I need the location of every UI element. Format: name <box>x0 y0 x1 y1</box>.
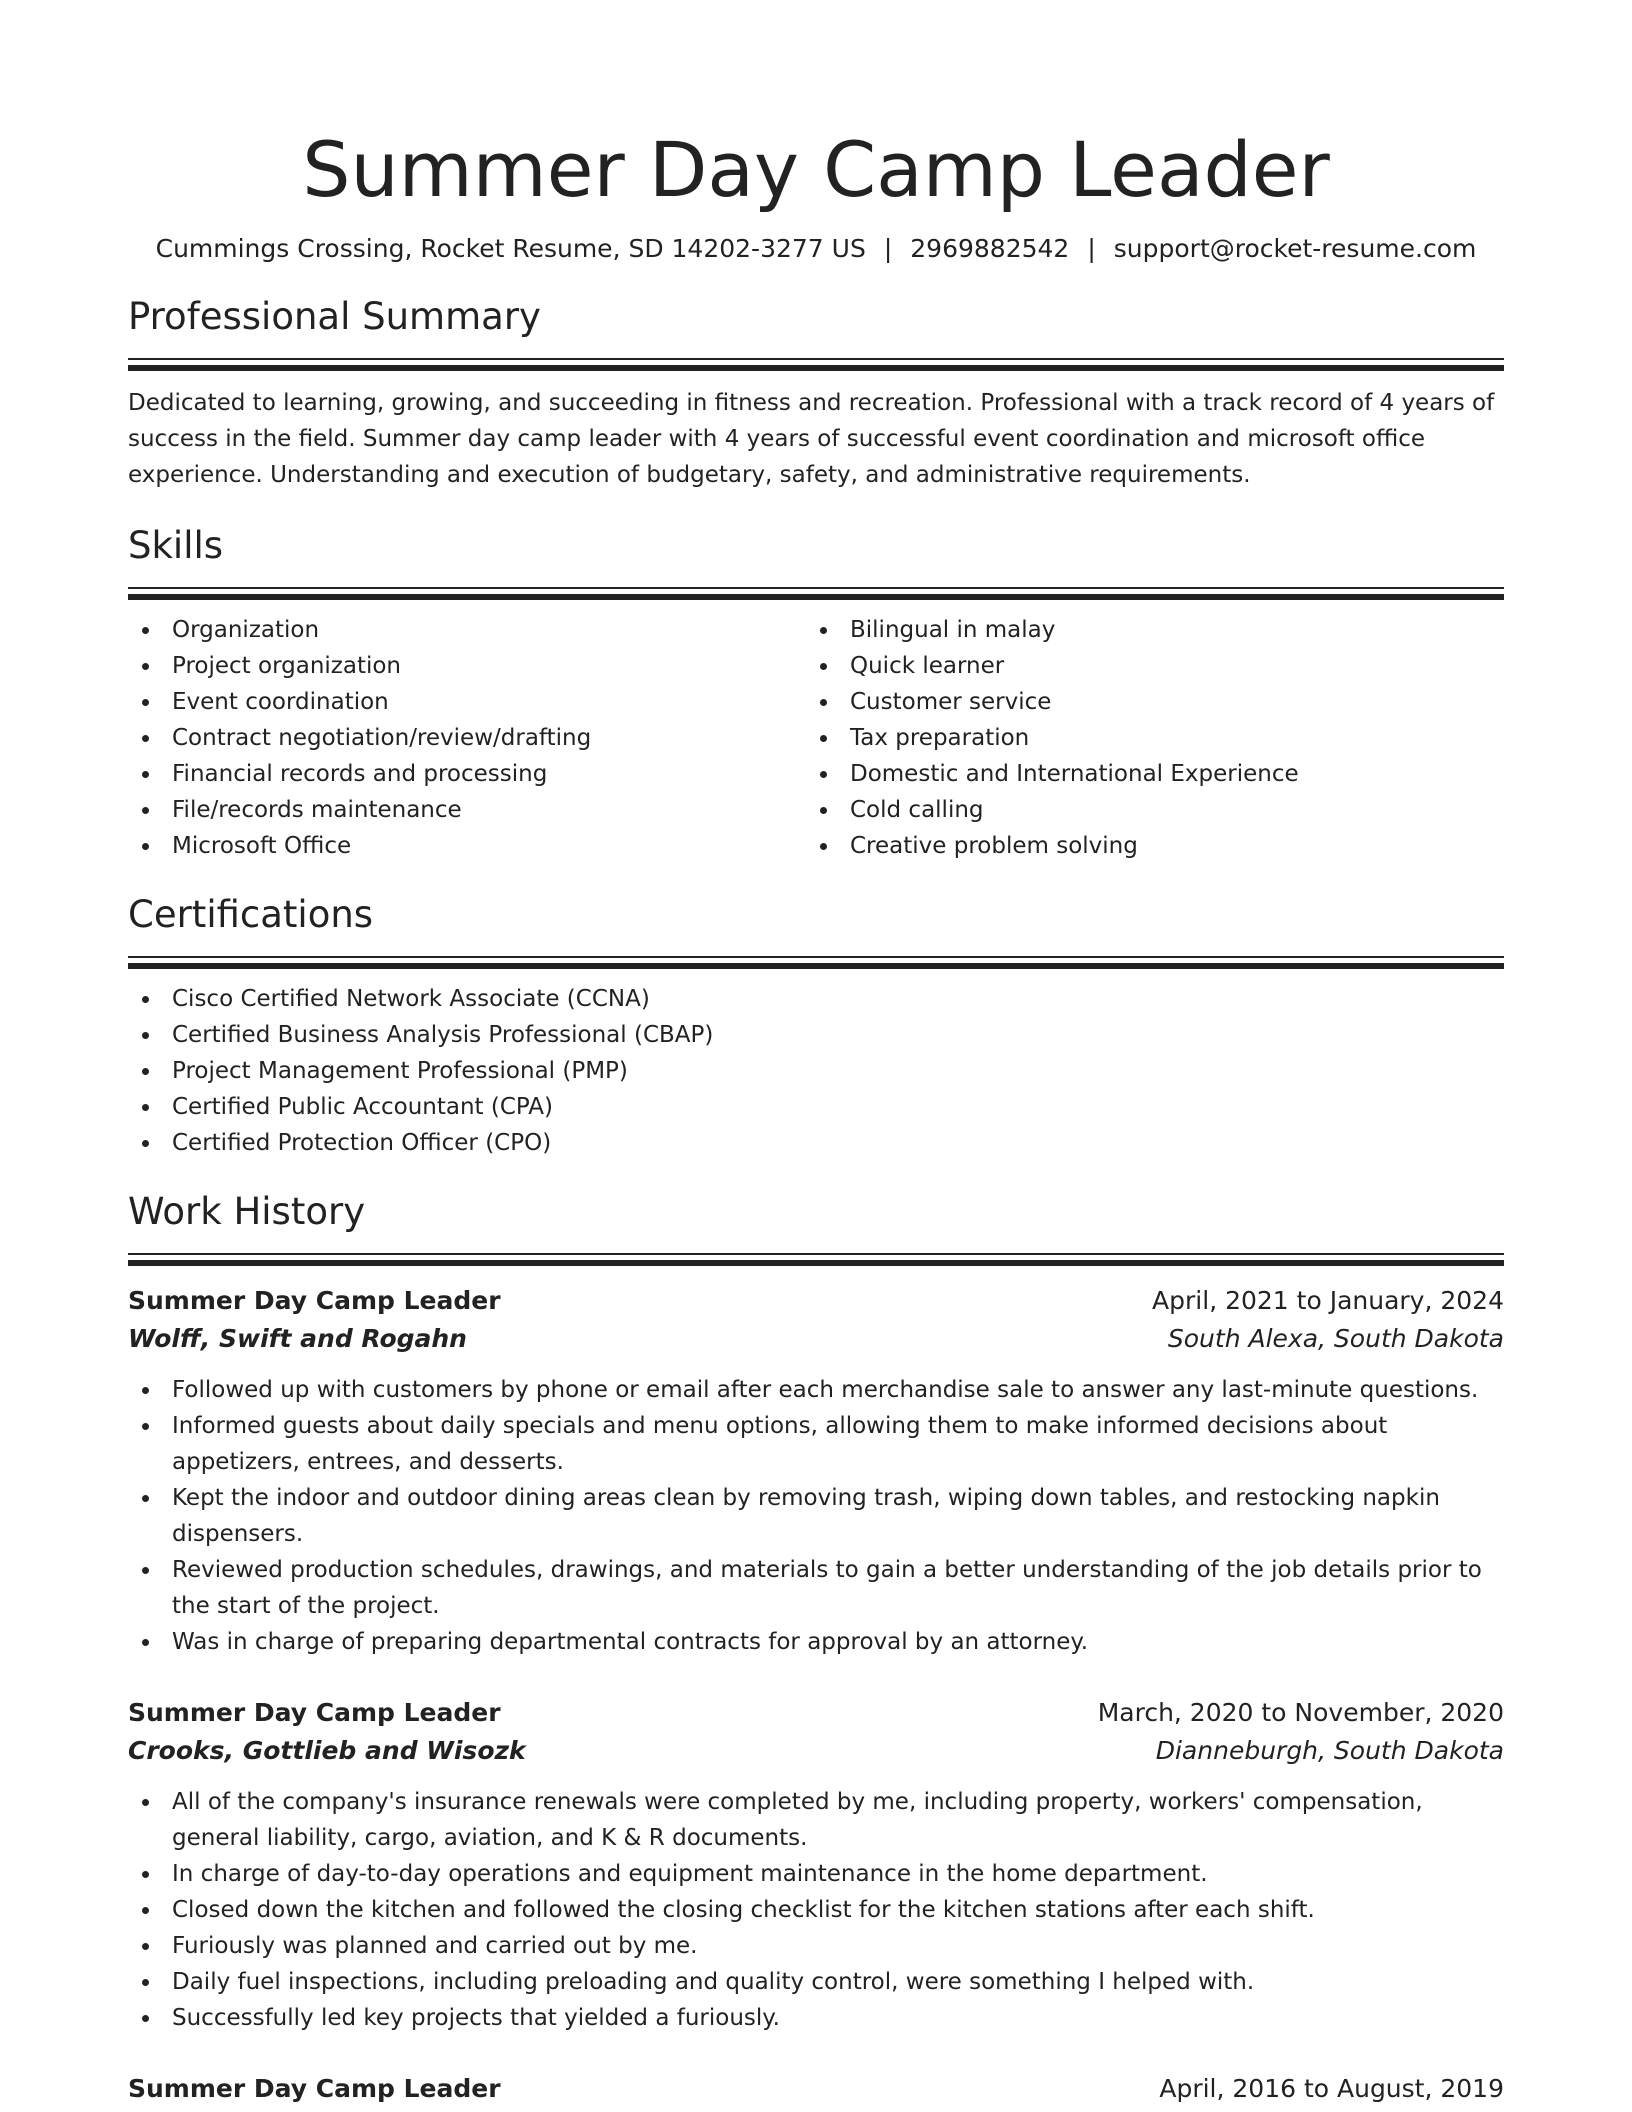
resume-page <box>128 0 1504 2108</box>
list-item: Reviewed production schedules, drawings, and materials to gain a better understanding of the job details prior to the start of the project. <box>172 1552 1504 1624</box>
job-entry <box>128 1694 1504 2036</box>
job-dates: April, 2016 to August, 2019 <box>1159 2074 1504 2103</box>
certifications-list <box>128 981 1504 1161</box>
job-dates: April, 2021 to January, 2024 <box>1152 1286 1504 1315</box>
section-rule <box>128 587 1504 589</box>
section-rule-thick <box>128 365 1504 371</box>
job-subheader-row <box>128 1320 1504 1358</box>
list-item: Contract negotiation/review/drafting <box>172 720 806 756</box>
list-item: Cisco Certified Network Associate (CCNA) <box>172 981 1504 1017</box>
job-location: South Alexa, South Dakota <box>1167 1324 1504 1353</box>
job-header-row <box>128 1282 1504 1320</box>
job-entry <box>128 2070 1504 2108</box>
list-item: Furiously was planned and carried out by me. <box>172 1928 1504 1964</box>
section-rule-thick <box>128 594 1504 600</box>
summary-section <box>128 292 1504 493</box>
section-title: Certifications <box>128 893 374 936</box>
section-rule-thick <box>128 963 1504 969</box>
list-item: Customer service <box>850 684 1484 720</box>
list-item: Organization <box>172 612 806 648</box>
list-item: Project organization <box>172 648 806 684</box>
section-rule-thick <box>128 1260 1504 1266</box>
contact-line <box>128 232 1504 266</box>
job-title: Summer Day Camp Leader <box>128 1698 501 1727</box>
skills-list-right <box>806 612 1484 864</box>
job-bullets <box>128 1372 1504 1660</box>
resume-name: Summer Day Camp Leader <box>302 125 1330 214</box>
section-rule <box>128 956 1504 958</box>
job-header-row <box>128 2070 1504 2108</box>
section-title: Work History <box>128 1190 366 1233</box>
section-rule <box>128 1253 1504 1255</box>
skills-section <box>128 521 1504 864</box>
list-item: Was in charge of preparing departmental contracts for approval by an attorney. <box>172 1624 1504 1660</box>
job-dates: March, 2020 to November, 2020 <box>1097 1698 1504 1727</box>
skills-list-left <box>128 612 806 864</box>
list-item: Closed down the kitchen and followed the closing checklist for the kitchen stations after each shift. <box>172 1892 1504 1928</box>
summary-text: Dedicated to learning, growing, and succeeding in fitness and recreation. Professional with a track record of 4 years of success in the field. Summer day camp leader with 4 years of successful event coordination and microsoft office experience. Understanding and execution of budgetary, safety, and administrative requirements. <box>128 390 1495 488</box>
job-company: Crooks, Gottlieb and Wisozk <box>128 1736 526 1765</box>
contact-separator: | <box>1087 234 1096 263</box>
job-title: Summer Day Camp Leader <box>128 2074 501 2103</box>
section-title: Skills <box>128 524 224 567</box>
list-item: In charge of day-to-day operations and equipment maintenance in the home department. <box>172 1856 1504 1892</box>
job-bullets <box>128 1784 1504 2036</box>
list-item: Event coordination <box>172 684 806 720</box>
list-item: Followed up with customers by phone or email after each merchandise sale to answer any last-minute questions. <box>172 1372 1504 1408</box>
job-location: Dianneburgh, South Dakota <box>1155 1736 1504 1765</box>
list-item: Certified Public Accountant (CPA) <box>172 1089 1504 1125</box>
list-item: Bilingual in malay <box>850 612 1484 648</box>
job-subheader-row <box>128 1732 1504 1770</box>
list-item: Domestic and International Experience <box>850 756 1484 792</box>
job-title: Summer Day Camp Leader <box>128 1286 501 1315</box>
list-item: Informed guests about daily specials and menu options, allowing them to make informed decisions about appetizers, entrees, and desserts. <box>172 1408 1504 1480</box>
work-section <box>128 1187 1504 2108</box>
skills-grid <box>128 612 1504 864</box>
job-header-row <box>128 1694 1504 1732</box>
jobs-list <box>128 1282 1504 2108</box>
contact-separator: | <box>883 234 893 263</box>
list-item: Financial records and processing <box>172 756 806 792</box>
certifications-section <box>128 890 1504 1161</box>
contact-phone: 2969882542 <box>910 234 1070 263</box>
list-item: Certified Protection Officer (CPO) <box>172 1125 1504 1161</box>
list-item: Quick learner <box>850 648 1484 684</box>
list-item: Kept the indoor and outdoor dining areas clean by removing trash, wiping down tables, and restocking napkin dispensers. <box>172 1480 1504 1552</box>
contact-email: support@rocket-resume.com <box>1113 234 1477 263</box>
list-item: Daily fuel inspections, including preloading and quality control, were something I helped with. <box>172 1964 1504 2000</box>
list-item: Cold calling <box>850 792 1484 828</box>
section-rule <box>128 358 1504 360</box>
job-entry <box>128 1282 1504 1660</box>
list-item: Tax preparation <box>850 720 1484 756</box>
list-item: File/records maintenance <box>172 792 806 828</box>
contact-address: Cummings Crossing, Rocket Resume, SD 14202-3277 US <box>155 234 866 263</box>
list-item: Microsoft Office <box>172 828 806 864</box>
job-company: Wolff, Swift and Rogahn <box>128 1324 467 1353</box>
section-title: Professional Summary <box>128 295 541 338</box>
list-item: All of the company's insurance renewals were completed by me, including property, workers' compensation, general liability, cargo, aviation, and K & R documents. <box>172 1784 1504 1856</box>
list-item: Project Management Professional (PMP) <box>172 1053 1504 1089</box>
list-item: Successfully led key projects that yielded a furiously. <box>172 2000 1504 2036</box>
list-item: Creative problem solving <box>850 828 1484 864</box>
list-item: Certified Business Analysis Professional (CBAP) <box>172 1017 1504 1053</box>
